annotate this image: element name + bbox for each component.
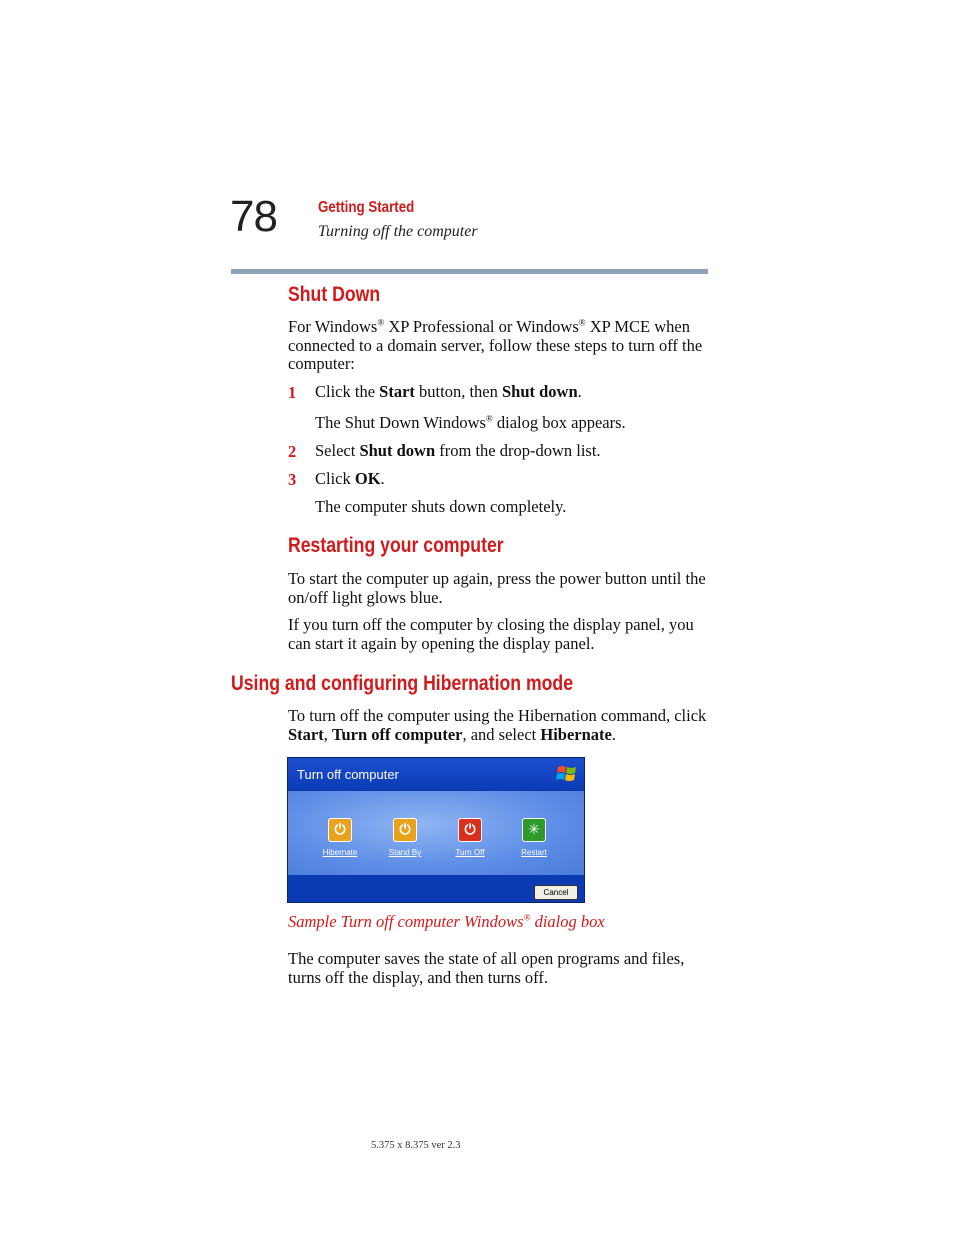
cancel-button[interactable]: Cancel: [534, 885, 578, 900]
stand-by-button[interactable]: [380, 818, 430, 857]
turn-off-button[interactable]: [445, 818, 495, 857]
hibernation-para: To turn off the computer using the Hibernation command, click Start, Turn off computer, and select Hibernate.: [288, 706, 707, 744]
step-1-note: The Shut Down Windows® dialog box appears.: [315, 413, 626, 432]
option-label: Hibernate: [322, 848, 358, 857]
dialog-title-bar: [288, 758, 584, 791]
turn-off-computer-dialog: [287, 757, 585, 903]
restarting-heading: Restarting your computer: [288, 534, 504, 557]
restarting-para-1: To start the computer up again, press the power button until the on/off light glows blue.: [288, 569, 706, 607]
header-rule: [231, 269, 708, 274]
step-2: Select Shut down from the drop-down list.: [315, 441, 601, 460]
step-3-note: The computer shuts down completely.: [315, 497, 567, 516]
option-label: Turn Off: [455, 848, 485, 857]
step-3: Click OK.: [315, 469, 385, 488]
step-number: 1: [288, 383, 297, 402]
shut-down-intro: For Windows® XP Professional or Windows® XP MCE when connected to a domain server, follow these steps to turn off the computer:: [288, 317, 703, 373]
section-title: Turning off the computer: [318, 223, 478, 240]
hibernation-heading: Using and configuring Hibernation mode: [231, 672, 574, 695]
footer-version: 5.375 x 8.375 ver 2.3: [371, 1140, 461, 1151]
windows-logo-icon: [556, 763, 578, 785]
shut-down-heading: Shut Down: [288, 283, 381, 306]
chapter-title: Getting Started: [318, 199, 415, 216]
power-icon: ⏻: [458, 818, 482, 842]
hibernate-button[interactable]: [315, 818, 365, 857]
dialog-title: Turn off computer: [297, 767, 399, 782]
restart-icon: ✳: [522, 818, 546, 842]
step-1: Click the Start button, then Shut down.: [315, 382, 582, 401]
option-label: Stand By: [388, 848, 422, 857]
hibernation-closing: The computer saves the state of all open programs and files, turns off the display, and then turns off.: [288, 949, 685, 987]
step-number: 2: [288, 442, 297, 461]
figure-caption: Sample Turn off computer Windows® dialog box: [288, 912, 605, 931]
power-icon: ⏻: [328, 818, 352, 842]
page-number: 78: [230, 192, 277, 241]
step-number: 3: [288, 470, 297, 489]
power-icon: ⏻: [393, 818, 417, 842]
restart-button[interactable]: [509, 818, 559, 857]
restarting-para-2: If you turn off the computer by closing the display panel, you can start it again by opening the display panel.: [288, 615, 694, 653]
option-label: Restart: [521, 848, 547, 857]
